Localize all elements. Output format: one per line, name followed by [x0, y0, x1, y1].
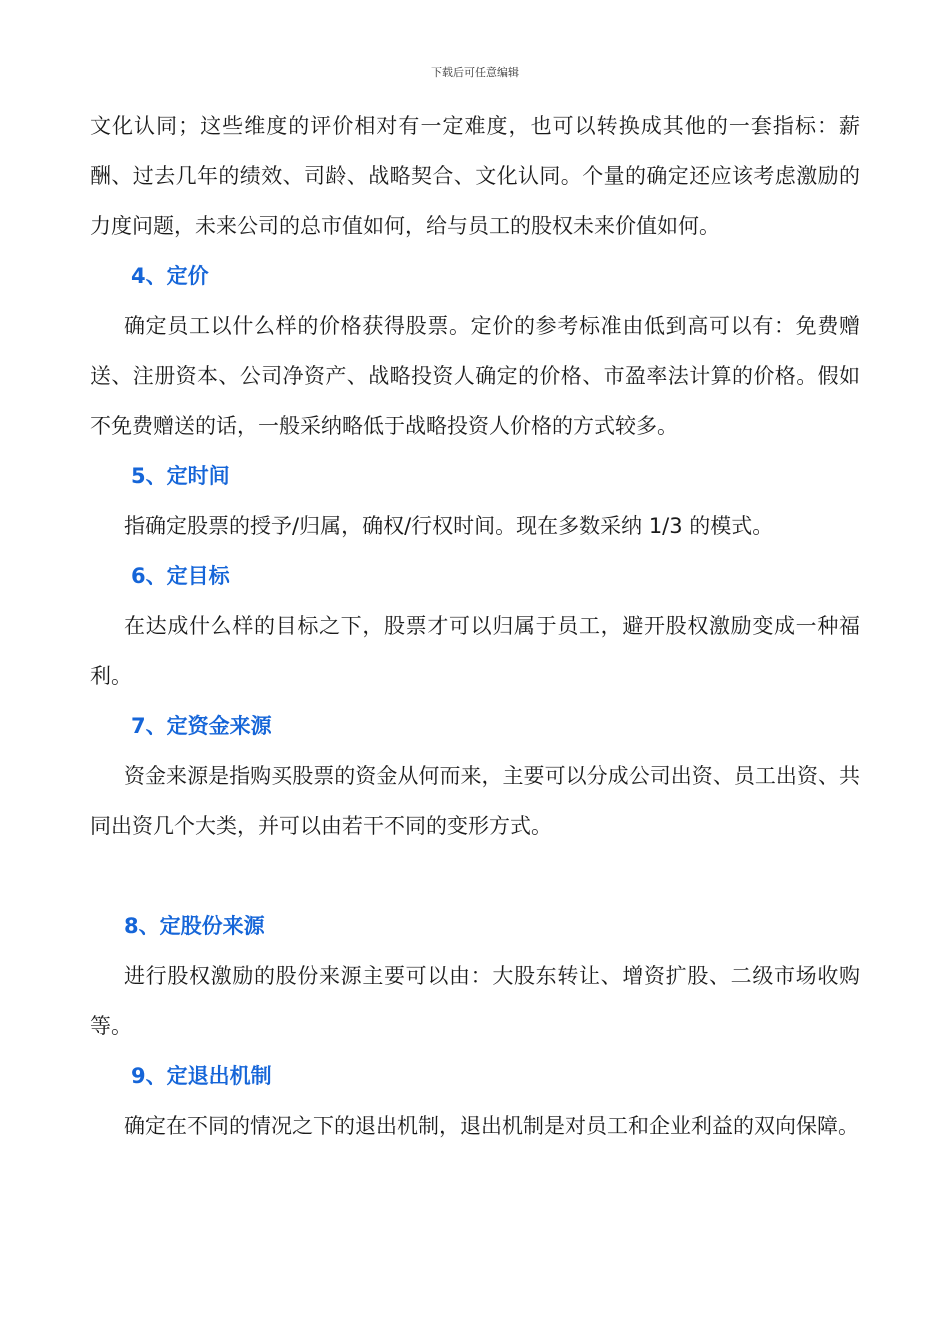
document-body	[90, 101, 860, 1151]
intro-paragraph: 文化认同；这些维度的评价相对有一定难度，也可以转换成其他的一套指标：薪酬、过去几年的绩效、司龄、战略契合、文化认同。个量的确定还应该考虑激励的力度问题，未来公司的总市值如何，给与员工的股权未来价值如何。	[90, 114, 860, 238]
section-heading-timing: 5、定时间	[131, 464, 230, 488]
blank-line	[90, 851, 860, 901]
section-body-funding-source: 资金来源是指购买股票的资金从何而来，主要可以分成公司出资、员工出资、共同出资几个大类，并可以由若干不同的变形方式。	[90, 764, 860, 838]
section-body-pricing: 确定员工以什么样的价格获得股票。定价的参考标准由低到高可以有：免费赠送、注册资本、公司净资产、战略投资人确定的价格、市盈率法计算的价格。假如不免费赠送的话，一般采纳略低于战略投资人价格的方式较多。	[90, 314, 860, 438]
section-heading-share-source: 8、定股份来源	[124, 914, 265, 938]
section-body-timing: 指确定股票的授予/归属，确权/行权时间。现在多数采纳 1/3 的模式。	[124, 514, 774, 538]
section-body-share-source: 进行股权激励的股份来源主要可以由：大股东转让、增资扩股、二级市场收购等。	[90, 964, 860, 1038]
section-heading-targets: 6、定目标	[131, 564, 230, 588]
section-heading-funding-source: 7、定资金来源	[131, 714, 272, 738]
section-body-targets: 在达成什么样的目标之下，股票才可以归属于员工，避开股权激励变成一种福利。	[90, 614, 860, 688]
section-heading-exit-mechanism: 9、定退出机制	[131, 1064, 272, 1088]
section-body-exit-mechanism: 确定在不同的情况之下的退出机制，退出机制是对员工和企业利益的双向保障。	[124, 1114, 859, 1138]
page-header: 下载后可任意编辑	[431, 66, 519, 79]
section-heading-pricing: 4、定价	[131, 264, 209, 288]
